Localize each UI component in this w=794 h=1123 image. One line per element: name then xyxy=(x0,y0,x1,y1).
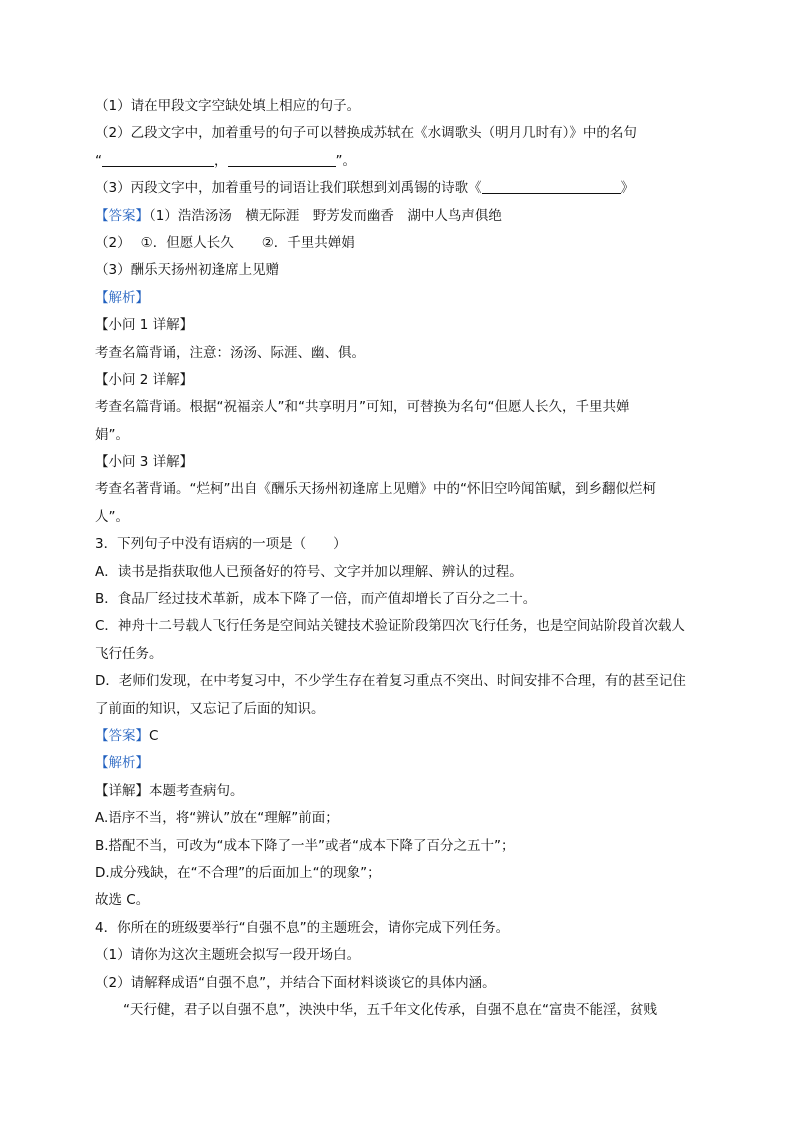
answer-text: （1）浩浩汤汤 横无际涯 野芳发而幽香 湖中人鸟声俱绝 xyxy=(149,207,502,224)
answer-line-3: （3）酬乐天扬州初逢席上见赠 xyxy=(95,262,280,279)
subq-2-explanation: 考查名篇背诵。根据“祝福亲人”和“共享明月”可知，可替换为名句“但愿人长久，千里共婵 xyxy=(95,399,630,416)
analysis-tag: 【解析】 xyxy=(95,289,149,306)
conclusion: 故选 C。 xyxy=(95,892,150,909)
question-4-stem: 4．你所在的班级要举行“自强不息”的主题班会，请你完成下列任务。 xyxy=(95,919,510,936)
answer-part-b: ②．千里共婵娟 xyxy=(261,234,355,251)
comma: ， xyxy=(214,152,228,169)
answer-num: （2） xyxy=(95,234,131,251)
question-2-subq-2: （2）乙段文字中，加着重号的句子可以替换成苏轼在《水调歌头（明月几时有）》中的名句 xyxy=(95,125,637,142)
answer-line-q3 xyxy=(95,723,705,750)
option-c: C．神舟十二号载人飞行任务是空间站关键技术验证阶段第四次飞行任务，也是空间站阶段首次载人 xyxy=(95,618,685,635)
answer-tag: 【答案】 xyxy=(95,727,149,744)
answer-blank-3 xyxy=(482,177,621,194)
detail-a: A.语序不当，将“辨认”放在“理解”前面； xyxy=(95,810,339,827)
close-quote: ”。 xyxy=(335,152,356,169)
subq-2-heading: 【小问 2 详解】 xyxy=(95,371,194,388)
answer-text: C xyxy=(149,727,159,744)
option-d: D．老师们发现，在中考复习中，不少学生存在着复习重点不突出、时间安排不合理，有的甚至记住 xyxy=(95,673,686,690)
option-a: A．读书是指获取他人已预备好的符号、文字并加以理解、辨认的过程。 xyxy=(95,563,523,580)
question-2-subq-2-blanks xyxy=(95,148,705,175)
answer-blank-1 xyxy=(102,150,214,167)
question-2-subq-1: （1）请在甲段文字空缺处填上相应的句子。 xyxy=(95,98,361,114)
close-bracket: 》 xyxy=(620,180,635,197)
subq-3-text: （3）丙段文字中，加着重号的词语让我们联想到刘禹锡的诗歌《 xyxy=(95,180,482,197)
open-quote: “ xyxy=(95,152,102,169)
subq-3-explanation-cont: 人”。 xyxy=(95,508,129,525)
answer-tag: 【答案】 xyxy=(95,207,149,224)
detail-b: B.搭配不当，可改为“成本下降了一半”或者“成本下降了百分之五十”； xyxy=(95,837,515,854)
detail-heading: 【详解】本题考查病句。 xyxy=(95,782,244,799)
question-4-subq-2: （2）请解释成语“自强不息”，并结合下面材料谈谈它的具体内涵。 xyxy=(95,974,496,991)
detail-d: D.成分残缺，在“不合理”的后面加上“的现象”； xyxy=(95,864,381,881)
answer-part-a: ①．但愿人长久 xyxy=(140,234,234,251)
analysis-tag-q3: 【解析】 xyxy=(95,755,149,772)
subq-2-explanation-cont: 娟”。 xyxy=(95,426,129,443)
material-paragraph: “天行健，君子以自强不息”，泱泱中华，五千年文化传承，自强不息在“富贵不能淫，贫贱 xyxy=(123,1001,657,1018)
answer-blank-2 xyxy=(228,150,336,167)
question-3-stem: 3．下列句子中没有语病的一项是（ ） xyxy=(95,536,347,553)
subq-3-heading: 【小问 3 详解】 xyxy=(95,454,194,471)
subq-1-heading: 【小问 1 详解】 xyxy=(95,317,194,334)
document-page xyxy=(95,93,705,1024)
option-d-cont: 了前面的知识，又忘记了后面的知识。 xyxy=(95,700,325,717)
answer-line-2 xyxy=(95,230,705,257)
option-c-cont: 飞行任务。 xyxy=(95,645,163,662)
question-4-subq-1: （1）请你为这次主题班会拟写一段开场白。 xyxy=(95,947,361,964)
subq-3-explanation: 考查名著背诵。“烂柯”出自《酬乐天扬州初逢席上见赠》中的“怀旧空吟闻笛赋，到乡翻似烂柯 xyxy=(95,481,656,498)
subq-1-explanation: 考查名篇背诵，注意：汤汤、际涯、幽、俱。 xyxy=(95,344,365,361)
question-2-subq-3 xyxy=(95,175,705,202)
answer-line-1 xyxy=(95,203,705,230)
option-b: B．食品厂经过技术革新，成本下降了一倍，而产值却增长了百分之二十。 xyxy=(95,591,537,608)
